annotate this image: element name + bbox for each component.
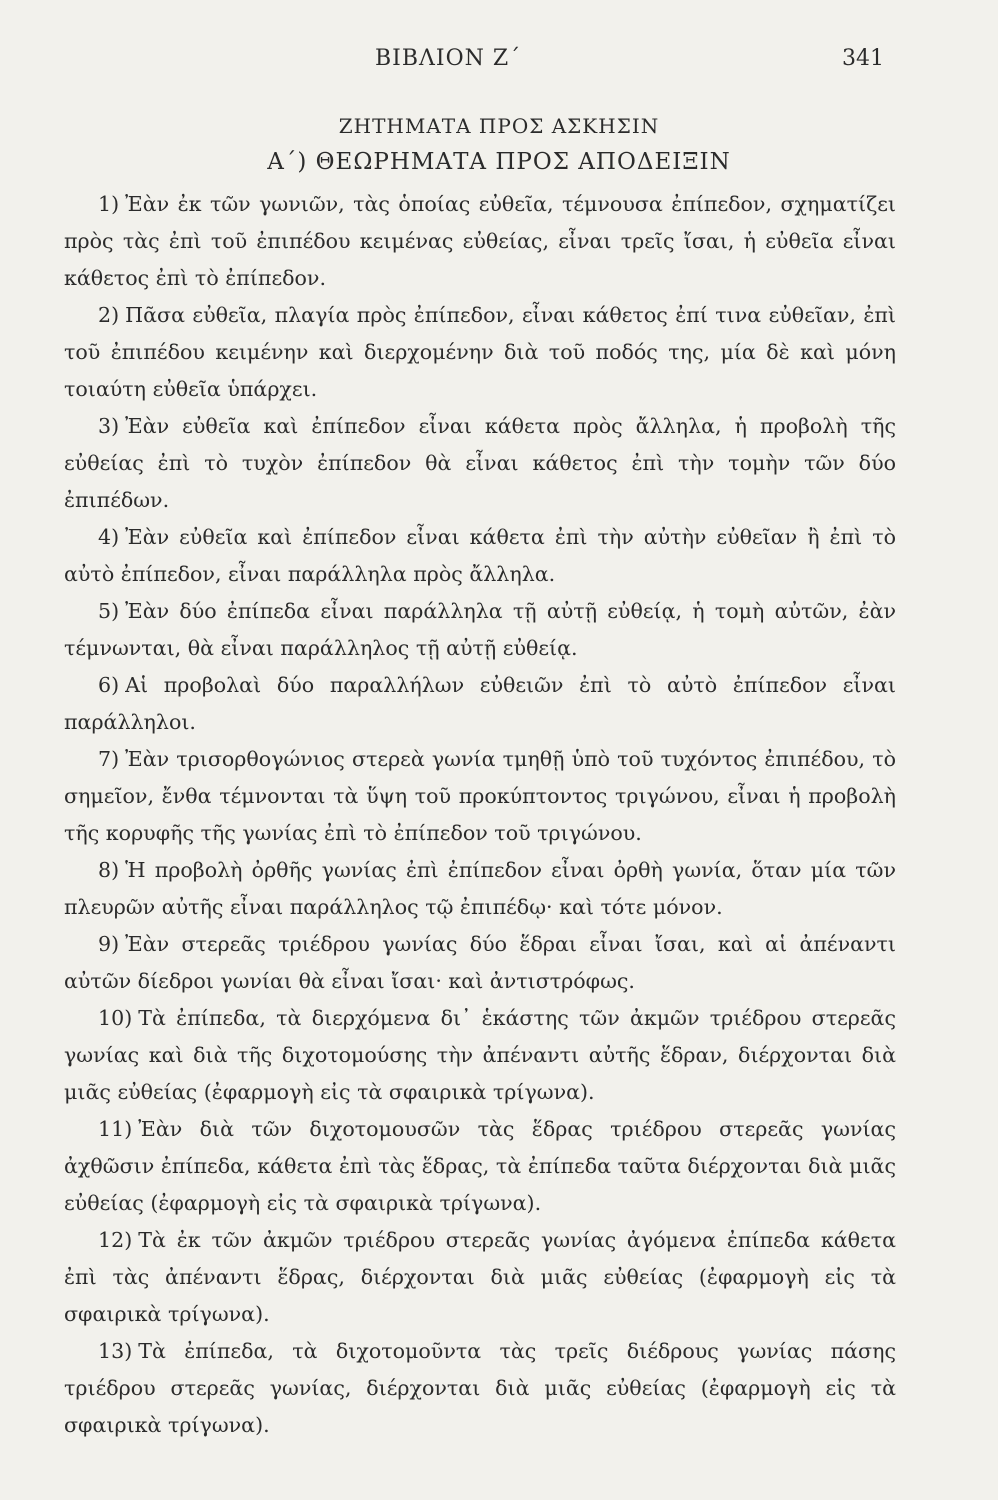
running-head	[0, 46, 998, 72]
page-number: 341	[842, 46, 884, 71]
exercise-item	[64, 926, 896, 1000]
exercise-item	[64, 1111, 896, 1222]
exercise-number: 10)	[98, 1006, 133, 1030]
subsection-heading: Α΄) ΘΕΩΡΗΜΑΤΑ ΠΡΟΣ ΑΠΟΔΕΙΞΙΝ	[267, 149, 731, 175]
exercise-text: Ἐὰν στερεᾶς τριέδρου γωνίας δύο ἕδραι εἶναι ἴσαι, καὶ αἱ ἀπέναντι αὐτῶν δίεδροι γωνίαι θὰ εἶναι ἴσαι· καὶ ἀντιστρόφως.	[64, 932, 896, 993]
exercise-text: Τὰ ἐπίπεδα, τὰ διχοτομοῦντα τὰς τρεῖς διέδρους γωνίας πάσης τριέδρου στερεᾶς γωνίας, διέρχονται διὰ μιᾶς εὐθείας (ἐφαρμογὴ εἰς τὰ σφαιρικὰ τρίγωνα).	[64, 1339, 896, 1437]
exercise-item	[64, 297, 896, 408]
exercise-text: Ἡ προβολὴ ὀρθῆς γωνίας ἐπὶ ἐπίπεδον εἶναι ὀρθὴ γωνία, ὅταν μία τῶν πλευρῶν αὐτῆς εἶναι παράλληλος τῷ ἐπιπέδῳ· καὶ τότε μόνον.	[64, 858, 896, 919]
exercise-item	[64, 667, 896, 741]
exercise-item	[64, 519, 896, 593]
exercise-number: 12)	[98, 1228, 133, 1252]
exercise-number: 13)	[98, 1339, 133, 1363]
exercise-number: 3)	[98, 414, 120, 438]
exercise-number: 8)	[98, 858, 120, 882]
exercise-text: Ἐὰν τρισορθογώνιος στερεὰ γωνία τμηθῇ ὑπὸ τοῦ τυχόντος ἐπιπέδου, τὸ σημεῖον, ἔνθα τέμνονται τὰ ὕψη τοῦ προκύπτοντος τριγώνου, εἶναι ἡ προβολὴ τῆς κορυφῆς τῆς γωνίας ἐπὶ τὸ ἐπίπεδον τοῦ τριγώνου.	[64, 747, 896, 845]
exercise-text: Ἐὰν δύο ἐπίπεδα εἶναι παράλληλα τῇ αὐτῇ εὐθείᾳ, ἡ τομὴ αὐτῶν, ἐὰν τέμνωνται, θὰ εἶναι παράλληλος τῇ αὐτῇ εὐθείᾳ.	[64, 599, 896, 660]
exercise-number: 6)	[98, 673, 120, 697]
exercise-text: Πᾶσα εὐθεῖα, πλαγία πρὸς ἐπίπεδον, εἶναι κάθετος ἐπί τινα εὐθεῖαν, ἐπὶ τοῦ ἐπιπέδου κειμένην καὶ διερχομένην διὰ τοῦ ποδός της, μία δὲ καὶ μόνη τοιαύτη εὐθεῖα ὑπάρχει.	[64, 303, 896, 401]
exercise-number: 4)	[98, 525, 120, 549]
exercise-number: 1)	[98, 192, 120, 216]
section-heading: ΖΗΤΗΜΑΤΑ ΠΡΟΣ ΑΣΚΗΣΙΝ	[338, 114, 660, 138]
exercise-text: Τὰ ἐκ τῶν ἀκμῶν τριέδρου στερεᾶς γωνίας ἀγόμενα ἐπίπεδα κάθετα ἐπὶ τὰς ἀπέναντι ἕδρας, διέρχονται διὰ μιᾶς εὐθείας (ἐφαρμογὴ εἰς τὰ σφαιρικὰ τρίγωνα).	[64, 1228, 896, 1326]
running-title: ΒΙΒΛΙΟΝ Ζ΄	[375, 46, 522, 71]
exercise-item	[64, 1333, 896, 1444]
exercise-text: Αἱ προβολαὶ δύο παραλλήλων εὐθειῶν ἐπὶ τὸ αὐτὸ ἐπίπεδον εἶναι παράλληλοι.	[64, 673, 896, 734]
exercise-text: Ἐὰν εὐθεῖα καὶ ἐπίπεδον εἶναι κάθετα ἐπὶ τὴν αὐτὴν εὐθεῖαν ἢ ἐπὶ τὸ αὐτὸ ἐπίπεδον, εἶναι παράλληλα πρὸς ἄλληλα.	[64, 525, 896, 586]
exercise-item	[64, 852, 896, 926]
exercise-text: Ἐὰν διὰ τῶν διχοτομουσῶν τὰς ἕδρας τριέδρου στερεᾶς γωνίας ἀχθῶσιν ἐπίπεδα, κάθετα ἐπὶ τὰς ἕδρας, τὰ ἐπίπεδα ταῦτα διέρχονται διὰ μιᾶς εὐθείας (ἐφαρμογὴ εἰς τὰ σφαιρικὰ τρίγωνα).	[64, 1117, 896, 1215]
exercise-item	[64, 1000, 896, 1111]
exercise-item	[64, 186, 896, 297]
exercise-number: 5)	[98, 599, 120, 623]
exercise-text: Ἐὰν ἐκ τῶν γωνιῶν, τὰς ὁποίας εὐθεῖα, τέμνουσα ἐπίπεδον, σχηματίζει πρὸς τὰς ἐπὶ τοῦ ἐπιπέδου κειμένας εὐθείας, εἶναι τρεῖς ἴσαι, ἡ εὐθεῖα εἶναι κάθετος ἐπὶ τὸ ἐπίπεδον.	[64, 192, 896, 290]
exercise-text: Ἐὰν εὐθεῖα καὶ ἐπίπεδον εἶναι κάθετα πρὸς ἄλληλα, ἡ προβολὴ τῆς εὐθείας ἐπὶ τὸ τυχὸν ἐπίπεδον θὰ εἶναι κάθετος ἐπὶ τὴν τομὴν τῶν δύο ἐπιπέδων.	[64, 414, 896, 512]
exercise-number: 9)	[98, 932, 120, 956]
exercise-item	[64, 408, 896, 519]
exercise-number: 11)	[98, 1117, 133, 1141]
exercise-text: Τὰ ἐπίπεδα, τὰ διερχόμενα δι᾽ ἑκάστης τῶν ἀκμῶν τριέδρου στερεᾶς γωνίας καὶ διὰ τῆς διχοτομούσης τὴν ἀπέναντι αὐτῆς ἕδραν, διέρχονται διὰ μιᾶς εὐθείας (ἐφαρμογὴ εἰς τὰ σφαιρικὰ τρίγωνα).	[64, 1006, 896, 1104]
exercise-item	[64, 1222, 896, 1333]
exercise-number: 7)	[98, 747, 120, 771]
exercise-number: 2)	[98, 303, 120, 327]
exercise-item	[64, 593, 896, 667]
exercise-item	[64, 741, 896, 852]
exercise-list	[64, 186, 896, 1444]
